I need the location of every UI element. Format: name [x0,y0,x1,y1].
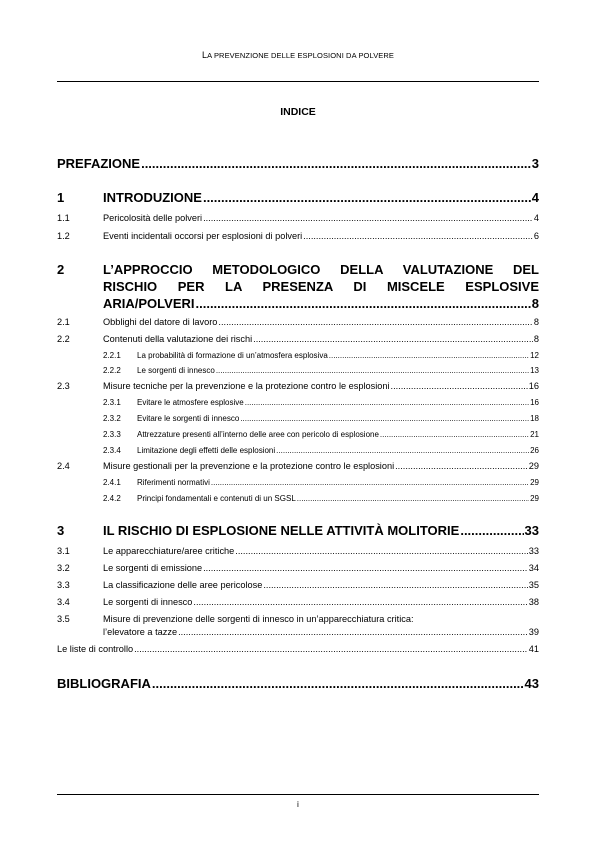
toc-entry-2-3-4[interactable] [57,446,539,455]
toc-entry-label: Contenuti della valutazione dei rischi [103,334,253,344]
page-number: i [297,799,299,809]
toc-entry-label-line-1: Misure di prevenzione delle sorgenti di innesco in un’apparecchiatura critica: [103,614,414,624]
toc-entry-chapter-3[interactable] [57,523,539,538]
dot-leader [203,190,531,205]
dot-leader [460,523,523,538]
dot-leader [203,563,528,573]
page-title: INDICE [280,106,316,118]
toc-entry-number: 1 [57,190,65,205]
toc-entry-label: Eventi incidentali occorsi per esplosioni di polveri [103,231,303,241]
toc-entry-1-1[interactable] [57,213,539,223]
dot-leader [380,430,529,439]
toc-entry-number: 3.3 [57,580,70,590]
toc-entry-label: BIBLIOGRAFIA [57,676,151,691]
dot-leader [196,296,531,311]
toc-entry-label: Le sorgenti di innesco [137,366,215,375]
toc-entry-number: 3.4 [57,597,70,607]
toc-entry-label: IL RISCHIO DI ESPLOSIONE NELLE ATTIVITÀ MOLITORIE [103,523,460,538]
toc-entry-page: 6 [533,231,539,241]
toc-entry-label: Limitazione degli effetti delle esplosioni [137,446,276,455]
toc-entry-2-3-2[interactable] [57,414,539,423]
dot-leader [303,231,533,241]
dot-leader [141,156,531,171]
dot-leader [193,597,527,607]
dot-leader [211,478,529,487]
toc-entry-page: 4 [533,213,539,223]
toc-entry-label: Le apparecchiature/aree critiche [103,546,235,556]
toc-entry-label: Le liste di controllo [57,644,134,654]
running-header [0,50,596,60]
toc-entry-number: 2.3 [57,381,70,391]
toc-entry-number: 2 [57,262,65,277]
toc-entry-number: 1.2 [57,231,70,241]
toc-entry-page: 21 [530,430,539,439]
toc-entry-label: PREFAZIONE [57,156,141,171]
toc-entry-2-2[interactable] [57,334,539,344]
toc-entry-page: 41 [528,644,539,654]
toc-entry-number: 1.1 [57,213,70,223]
dot-leader [203,213,533,223]
footer-rule [57,794,539,795]
toc-entry-page: 29 [528,461,539,471]
toc-entry-2-2-1[interactable] [57,351,539,360]
toc-entry-page: 4 [531,190,539,205]
toc-entry-page: 33 [524,523,539,538]
toc-entry-page: 29 [530,494,539,503]
toc-entry-label: Pericolosità delle polveri [103,213,203,223]
dot-leader [391,381,528,391]
toc-entry-3-2[interactable] [57,563,539,573]
toc-entry-page: 29 [530,478,539,487]
toc-entry-2-2-2[interactable] [57,366,539,375]
toc-entry-label: INTRODUZIONE [103,190,202,205]
header-rule [57,81,539,82]
toc-entry-number: 2.3.3 [103,430,121,439]
toc-entry-label: Attrezzature presenti all’interno delle aree con pericolo di esplosione [137,430,379,439]
toc-entry-2-3[interactable] [57,381,539,391]
toc-entry-number: 2.1 [57,317,70,327]
toc-entry-2-3-3[interactable] [57,430,539,439]
toc-entry-number: 2.2.2 [103,366,121,375]
toc-entry-page: 39 [528,627,539,637]
toc-entry-number: 2.4.2 [103,494,121,503]
toc-entry-page: 43 [524,676,539,691]
dot-leader [178,627,528,637]
toc-entry-number: 2.2 [57,334,70,344]
toc-entry-page: 33 [528,546,539,556]
toc-entry-label: Evitare le atmosfere esplosive [137,398,244,407]
toc-entry-2-4[interactable] [57,461,539,471]
toc-entry-2-3-1[interactable] [57,398,539,407]
toc-entry-page: 35 [528,580,539,590]
toc-entry-page: 8 [533,334,539,344]
toc-entry-3-3[interactable] [57,580,539,590]
toc-entry-page: 34 [528,563,539,573]
toc-entry-page: 26 [530,446,539,455]
toc-entry-label: La classificazione delle aree pericolose [103,580,263,590]
dot-leader [276,446,529,455]
toc-entry-page: 18 [530,414,539,423]
toc-entry-number: 3.1 [57,546,70,556]
toc-entry-2-1[interactable] [57,317,539,327]
toc-entry-number: 2.4.1 [103,478,121,487]
toc-entry-number: 2.4 [57,461,70,471]
dot-leader [235,546,528,556]
toc-entry-3-4[interactable] [57,597,539,607]
dot-leader [395,461,528,471]
toc-entry-label: Riferimenti normativi [137,478,210,487]
toc-entry-label: Le sorgenti di emissione [103,563,203,573]
toc-entry-page: 8 [531,296,539,311]
dot-leader [245,398,529,407]
toc-entry-page: 16 [530,398,539,407]
dot-leader [216,366,529,375]
dot-leader [152,676,524,691]
toc-entry-label: Misure tecniche per la prevenzione e la protezione contro le esplosioni [103,381,390,391]
toc-entry-label: Obblighi del datore di lavoro [103,317,218,327]
toc-entry-number: 3 [57,523,65,538]
toc-entry-chapter-1[interactable] [57,190,539,205]
toc-entry-label-line-2: l’elevatore a tazze [103,627,178,637]
toc-entry-page: 38 [528,597,539,607]
toc-entry-number: 3.2 [57,563,70,573]
toc-entry-page: 13 [530,366,539,375]
toc-entry-prefazione[interactable] [57,156,539,171]
toc-entry-label: La probabilità di formazione di un’atmosfera esplosiva [137,351,328,360]
running-header-initial: L [201,50,208,60]
toc-entry-3-5[interactable] [57,614,539,642]
toc-entry-page: 12 [530,351,539,360]
toc-entry-label: Le sorgenti di innesco [103,597,193,607]
toc-entry-last-line [103,296,539,311]
toc-entry-page: 8 [533,317,539,327]
toc-entry-label-line-2: RISCHIO PER LA PRESENZA DI MISCELE ESPLOSIVE [103,279,539,294]
dot-leader [134,644,528,654]
toc-entry-2-4-2[interactable] [57,494,539,503]
toc-entry-number: 2.3.2 [103,414,121,423]
toc-entry-chapter-2[interactable] [57,262,539,312]
toc-entry-label: Principi fondamentali e contenuti di un SGSL [137,494,296,503]
toc-entry-page: 3 [531,156,539,171]
dot-leader [240,414,529,423]
dot-leader [263,580,527,590]
dot-leader [297,494,529,503]
dot-leader [253,334,533,344]
toc-entry-label-line-3: ARIA/POLVERI [103,296,195,311]
dot-leader [218,317,532,327]
toc-entry-label: Misure gestionali per la prevenzione e la protezione contro le esplosioni [103,461,395,471]
toc-entry-label: Evitare le sorgenti di innesco [137,414,240,423]
running-header-text: A PREVENZIONE DELLE ESPLOSIONI DA POLVERE [207,51,395,60]
toc-entry-number: 2.2.1 [103,351,121,360]
toc-entry-liste-di-controllo[interactable] [57,644,539,654]
toc-entry-number: 3.5 [57,614,70,624]
toc-entry-number: 2.3.1 [103,398,121,407]
toc-entry-2-4-1[interactable] [57,478,539,487]
dot-leader [329,351,529,360]
toc-entry-1-2[interactable] [57,231,539,241]
toc-entry-page: 16 [528,381,539,391]
toc-entry-3-1[interactable] [57,546,539,556]
toc-entry-label-line-1: L’APPROCCIO METODOLOGICO DELLA VALUTAZIONE DEL [103,262,539,277]
toc-entry-last-line [103,627,539,637]
toc-entry-number: 2.3.4 [103,446,121,455]
toc-entry-bibliografia[interactable] [57,676,539,691]
